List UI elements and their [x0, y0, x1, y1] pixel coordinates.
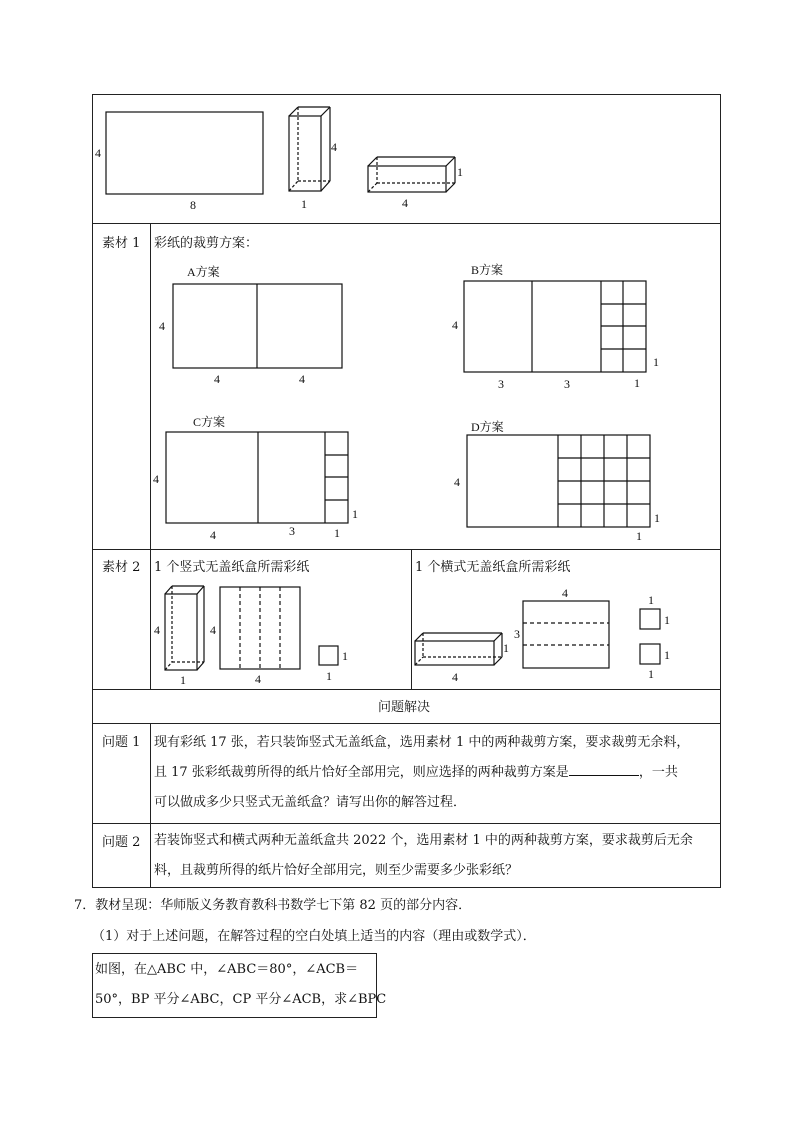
row-divider [92, 689, 721, 690]
vertical-box [165, 586, 204, 670]
horizontal-box-materials [412, 575, 720, 689]
tall-box [289, 107, 330, 191]
vertical-square-bottom: 1 [326, 669, 332, 683]
q7-part1: （1）对于上述问题，在解答过程的空白处填上适当的内容（理由或数学式）． [92, 929, 536, 944]
plan-d-height: 4 [454, 475, 460, 489]
plan-b-width-3: 1 [634, 376, 640, 390]
q1-line-3: 可以做成多少只竖式无盖纸盒？请写出你的解答过程． [154, 795, 467, 810]
rect-width-label: 8 [190, 198, 196, 212]
q2-line-2: 料，且裁剪所得的纸片恰好全部用完，则至少需要多少张彩纸？ [154, 863, 519, 878]
q7-box-line-1: 如图，在△ABC 中，∠ABC＝80°，∠ACB＝ [95, 962, 359, 977]
plan-b-width-2: 3 [564, 377, 570, 391]
q1-label: 问题 1 [102, 735, 141, 750]
horizontal-sq1-top: 1 [648, 593, 654, 607]
flat-box [368, 157, 455, 192]
q7-intro: 7．教材呈现：华师版义务教育教科书数学七下第 82 页的部分内容． [74, 898, 472, 913]
horizontal-box-width: 4 [452, 670, 458, 684]
tall-box-height-label: 4 [331, 140, 337, 154]
q2-line-1: 若装饰竖式和横式两种无盖纸盒共 2022 个，选用素材 1 中的两种裁剪方案，要求裁剪后无余 [154, 833, 693, 848]
q2-text [154, 826, 718, 886]
table-border-bottom [92, 887, 721, 888]
plan-d [467, 435, 650, 527]
material1-title: 彩纸的裁剪方案： [154, 236, 259, 251]
row-divider [92, 823, 721, 824]
horizontal-square-2 [640, 644, 660, 664]
top-figures [93, 95, 720, 223]
plan-a-width-1: 4 [214, 372, 220, 386]
label-column-divider [150, 723, 151, 888]
vertical-box-height: 4 [154, 623, 160, 637]
material2-left-title: 1 个竖式无盖纸盒所需彩纸 [154, 560, 310, 575]
horizontal-square-1 [640, 609, 660, 629]
vertical-square-side: 1 [342, 649, 348, 663]
vertical-sheet-width: 4 [255, 672, 261, 686]
plan-b-height: 4 [452, 318, 458, 332]
horizontal-sq2-bottom: 1 [648, 667, 654, 681]
section-header: 问题解决 [378, 700, 431, 715]
plan-c [166, 432, 348, 523]
q1-line-1: 现有彩纸 17 张，若只装饰竖式无盖纸盒，选用素材 1 中的两种裁剪方案，要求裁剪无余料， [154, 735, 690, 750]
plan-a-width-2: 4 [299, 372, 305, 386]
q1-text [154, 728, 718, 818]
plan-c-width-1: 4 [210, 528, 216, 542]
plan-b [464, 281, 646, 372]
plan-b-title: B方案 [471, 263, 504, 277]
flat-box-width-label: 4 [402, 196, 408, 210]
plan-c-small-side: 1 [352, 507, 358, 521]
vertical-box-width: 1 [180, 673, 186, 687]
vertical-bottom-square [319, 646, 338, 665]
plan-c-title: C方案 [193, 415, 226, 429]
material2-right-title: 1 个横式无盖纸盒所需彩纸 [415, 560, 571, 575]
vertical-box-materials [151, 575, 411, 689]
row-divider [92, 723, 721, 724]
horizontal-box-height: 1 [503, 641, 509, 655]
flat-box-height-label: 1 [457, 165, 463, 179]
q1-answer-blank[interactable] [569, 763, 639, 776]
plan-a-title: A方案 [187, 265, 220, 279]
plan-d-small-side: 1 [654, 511, 660, 525]
horizontal-box-sheet [523, 601, 609, 668]
plan-c-width-3: 1 [334, 526, 340, 540]
plan-c-width-2: 3 [289, 524, 295, 538]
horizontal-sq2-side: 1 [664, 648, 670, 662]
tall-box-width-label: 1 [301, 197, 307, 211]
plan-a [159, 264, 342, 386]
plan-b-small-side: 1 [653, 355, 659, 369]
q1-line-2: 且 17 张彩纸裁剪所得的纸片恰好全部用完，则应选择的两种裁剪方案是 ，一共 [154, 765, 678, 780]
plan-c-height: 4 [153, 472, 159, 486]
plan-b-width-1: 3 [498, 377, 504, 391]
horizontal-sheet-width: 4 [562, 586, 568, 600]
vertical-sheet-height: 4 [210, 623, 216, 637]
material1-label: 素材 1 [102, 236, 141, 251]
table-border-right [720, 94, 721, 888]
plan-d-title: D方案 [471, 420, 504, 434]
q7-box-line-2: 50°，BP 平分∠ABC，CP 平分∠ACB，求∠BPC [95, 992, 387, 1007]
horizontal-box [415, 633, 502, 665]
row-divider [92, 549, 721, 550]
horizontal-sq1-side: 1 [664, 613, 670, 627]
plan-a-height: 4 [159, 319, 165, 333]
cutting-plans [151, 224, 720, 549]
rect-height-label: 4 [95, 146, 101, 160]
large-rectangle [106, 112, 263, 194]
horizontal-sheet-height: 3 [514, 627, 520, 641]
q2-label: 问题 2 [102, 835, 141, 850]
material2-label: 素材 2 [102, 560, 141, 575]
vertical-box-sheet [220, 587, 300, 669]
plan-d-small-bottom: 1 [636, 529, 642, 543]
